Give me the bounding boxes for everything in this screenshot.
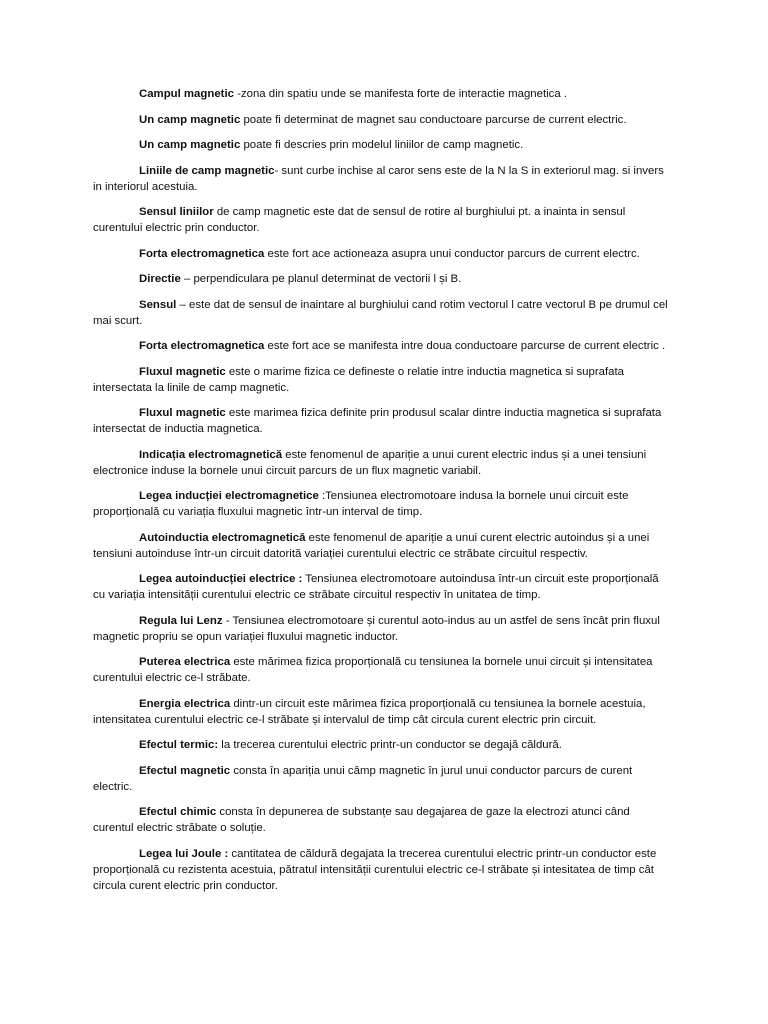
paragraph: [93, 488, 673, 520]
paragraph: [93, 804, 673, 836]
paragraph-term: Legea autoinducției electrice :: [139, 573, 303, 585]
paragraph-text: este fenomenul de apariție a unui curent electric indus și a unei tensiuni electronice induse la bornele unui circuit parcurs de un flux magnetic variabil.: [93, 448, 647, 477]
paragraph-term: Efectul magnetic: [139, 764, 231, 777]
paragraph-term: Un camp magnetic: [139, 139, 241, 151]
paragraph: [93, 204, 673, 236]
paragraph-text: – este dat de sensul de inaintare al burghiului cand rotim vectorul l catre vectorul B pe drumul cel mai scurt.: [93, 298, 668, 327]
paragraph-term: Indicația electromagnetică: [139, 448, 283, 461]
paragraph: [93, 654, 673, 686]
paragraph: [93, 763, 673, 795]
paragraph-term: Fluxul magnetic: [139, 407, 226, 419]
paragraph-text: - Tensiunea electromotoare și curentul aoto-indus au un astfel de sens încât prin fluxul magnetic propriu se opun variației fluxului magnetic inductor.: [93, 614, 660, 643]
paragraph: [93, 613, 673, 645]
paragraph-term: Directie: [139, 273, 181, 285]
paragraph: [93, 571, 673, 603]
paragraph: [93, 163, 673, 195]
paragraph-text: -zona din spatiu unde se manifesta forte de interactie magnetica .: [233, 88, 568, 100]
paragraph: [93, 530, 673, 562]
paragraph-term: Regula lui Lenz: [139, 614, 223, 627]
paragraph: [93, 737, 673, 753]
paragraph-text: este marimea fizica definite prin produsul scalar dintre inductia magnetica si suprafata intersectat de inductia magnetica.: [93, 407, 662, 435]
paragraph-text: este fort ace actioneaza asupra unui conductor parcurs de current electrc.: [264, 247, 640, 260]
paragraph-text: consta în apariția unui câmp magnetic în jurul unui conductor parcurs de curent electric.: [93, 764, 633, 793]
paragraph-text: este mărimea fizica proporțională cu tensiunea la bornele unui circuit și intensitatea curentului electric ce-l străbate.: [93, 656, 653, 684]
document-page: [93, 86, 673, 903]
paragraph-text: poate fi descries prin modelul liniilor de camp magnetic.: [240, 139, 524, 151]
paragraph-term: Puterea electrica: [139, 656, 231, 668]
paragraph-term: Forta electromagnetica: [139, 247, 265, 260]
paragraph-term: Legea inducției electromagnetice: [139, 490, 319, 502]
paragraph-term: Legea lui Joule :: [139, 847, 229, 860]
paragraph: [93, 447, 673, 479]
paragraph-term: Campul magnetic: [139, 88, 234, 100]
paragraph-text: - sunt curbe inchise al caror sens este de la N la S in exteriorul mag. si invers in interiorul acestuia.: [93, 164, 664, 193]
paragraph: [93, 137, 673, 153]
paragraph: [93, 364, 673, 396]
paragraph-term: Efectul chimic: [139, 806, 217, 818]
paragraph-term: Forta electromagnetica: [139, 340, 265, 352]
paragraph: [93, 297, 673, 329]
paragraph-term: Efectul termic:: [139, 739, 219, 751]
paragraph-text: este o marime fizica ce defineste o relatie intre inductia magnetica si suprafata intersectata la linile de camp magnetic.: [93, 365, 624, 394]
paragraph: [93, 696, 673, 728]
paragraph-term: Liniile de camp magnetic: [139, 164, 275, 177]
paragraph: [93, 112, 673, 128]
paragraph-text: Tensiunea electromotoare autoindusa într-un circuit este proporțională cu variația intensității curentului electric ce străbate circuitul respectiv în unitatea de timp.: [93, 573, 659, 601]
paragraph-text: la trecerea curentului electric printr-un conductor se degajă căldură.: [218, 739, 562, 751]
paragraph-text: – perpendiculara pe planul determinat de vectorii l și B.: [180, 273, 462, 285]
paragraph-text: este fenomenul de apariție a unui curent electric autoindus și a unei tensiuni autoinduse într-un circuit datorită variației curentului electric ce străbate circuitul respectiv.: [93, 531, 650, 560]
paragraph: [93, 338, 673, 354]
paragraph-term: Fluxul magnetic: [139, 365, 226, 378]
paragraph: [93, 86, 673, 102]
paragraph-text: :Tensiunea electromotoare indusa la bornele unui circuit este proporțională cu variația fluxului magnetic într-un interval de timp.: [93, 490, 629, 518]
paragraph-term: Un camp magnetic: [139, 113, 241, 126]
paragraph-text: este fort ace se manifesta intre doua conductoare parcurse de current electric .: [264, 340, 666, 352]
paragraph-text: dintr-un circuit este mărimea fizica proporțională cu tensiunea la bornele acestuia, intensitatea curentului electric ce-l străbate și intervalul de timp cât circula curent electric prin circuit.: [93, 697, 646, 726]
paragraph-term: Sensul liniilor: [139, 206, 214, 218]
paragraph: [93, 846, 673, 894]
paragraph: [93, 405, 673, 437]
paragraph-text: de camp magnetic este dat de sensul de rotire al burghiului pt. a inainta in sensul curentului electric prin conductor.: [93, 206, 626, 234]
paragraph: [93, 246, 673, 262]
paragraph-term: Sensul: [139, 298, 177, 311]
paragraph: [93, 271, 673, 287]
paragraph-text: poate fi determinat de magnet sau conductoare parcurse de current electric.: [240, 113, 627, 126]
paragraph-text: consta în depunerea de substanțe sau degajarea de gaze la electrozi atunci când curentul electric străbate o soluție.: [93, 806, 630, 834]
paragraph-text: cantitatea de căldură degajata la trecerea curentului electric printr-un conductor este proporțională cu rezistenta acestuia, pătratul intensității curentului electric ce-l străbate și intesitatea de timp cât circula curent electric prin conductor.: [93, 847, 657, 892]
paragraph-term: Energia electrica: [139, 697, 231, 710]
paragraph-term: Autoinductia electromagnetică: [139, 531, 306, 544]
